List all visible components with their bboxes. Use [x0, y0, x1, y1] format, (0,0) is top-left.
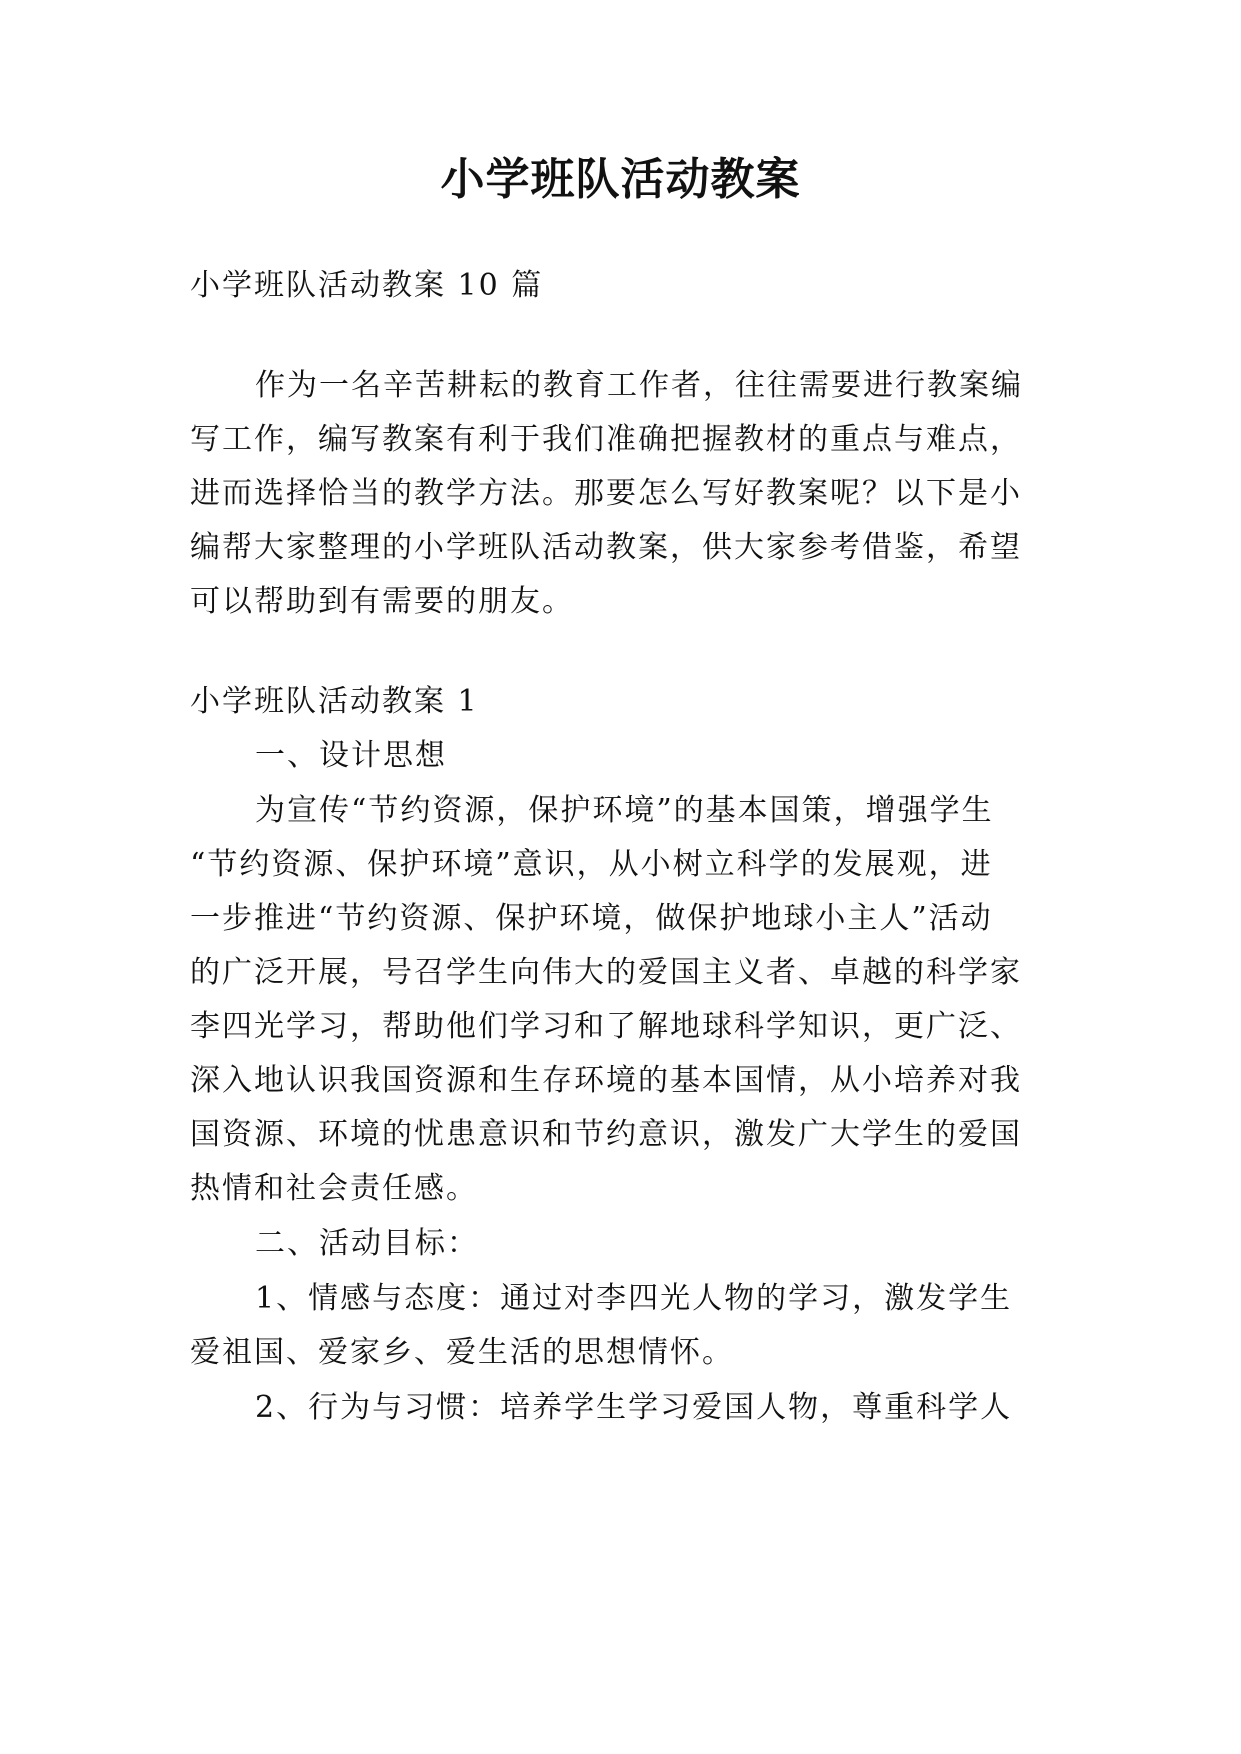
section1-heading: 小学班队活动教案 1	[190, 684, 479, 719]
goal1-line-2: 爱祖国、爱家乡、爱生活的思想情怀。	[190, 1335, 734, 1370]
goal1-line-1: 1、情感与态度：通过对李四光人物的学习，激发学生	[255, 1281, 1013, 1316]
part1-line-8: 热情和社会责任感。	[190, 1171, 478, 1206]
part1-line-1: 为宣传“节约资源，保护环境”的基本国策，增强学生	[255, 793, 994, 828]
intro-line-5: 可以帮助到有需要的朋友。	[190, 584, 574, 619]
part1-line-2: “节约资源、保护环境”意识，从小树立科学的发展观，进	[190, 847, 993, 882]
intro-line-3: 进而选择恰当的教学方法。那要怎么写好教案呢？以下是小	[190, 476, 1022, 511]
intro-line-4: 编帮大家整理的小学班队活动教案，供大家参考借鉴，希望	[190, 530, 1022, 565]
intro-line-2: 写工作，编写教案有利于我们准确把握教材的重点与难点，	[190, 422, 1022, 457]
document-subtitle: 小学班队活动教案 10 篇	[190, 268, 544, 303]
part1-line-3: 一步推进“节约资源、保护环境，做保护地球小主人”活动	[190, 901, 993, 936]
part1-heading: 一、设计思想	[255, 738, 447, 773]
part1-line-6: 深入地认识我国资源和生存环境的基本国情，从小培养对我	[190, 1063, 1022, 1098]
part1-line-4: 的广泛开展，号召学生向伟大的爱国主义者、卓越的科学家	[190, 955, 1022, 990]
document-title: 小学班队活动教案	[440, 154, 801, 205]
part1-line-5: 李四光学习，帮助他们学习和了解地球科学知识，更广泛、	[190, 1009, 1022, 1044]
goal2-line-1: 2、行为与习惯：培养学生学习爱国人物，尊重科学人	[255, 1390, 1013, 1425]
part1-line-7: 国资源、环境的忧患意识和节约意识，激发广大学生的爱国	[190, 1117, 1022, 1152]
part2-heading: 二、活动目标：	[255, 1226, 479, 1261]
intro-line-1: 作为一名辛苦耕耘的教育工作者，往往需要进行教案编	[255, 368, 1023, 403]
